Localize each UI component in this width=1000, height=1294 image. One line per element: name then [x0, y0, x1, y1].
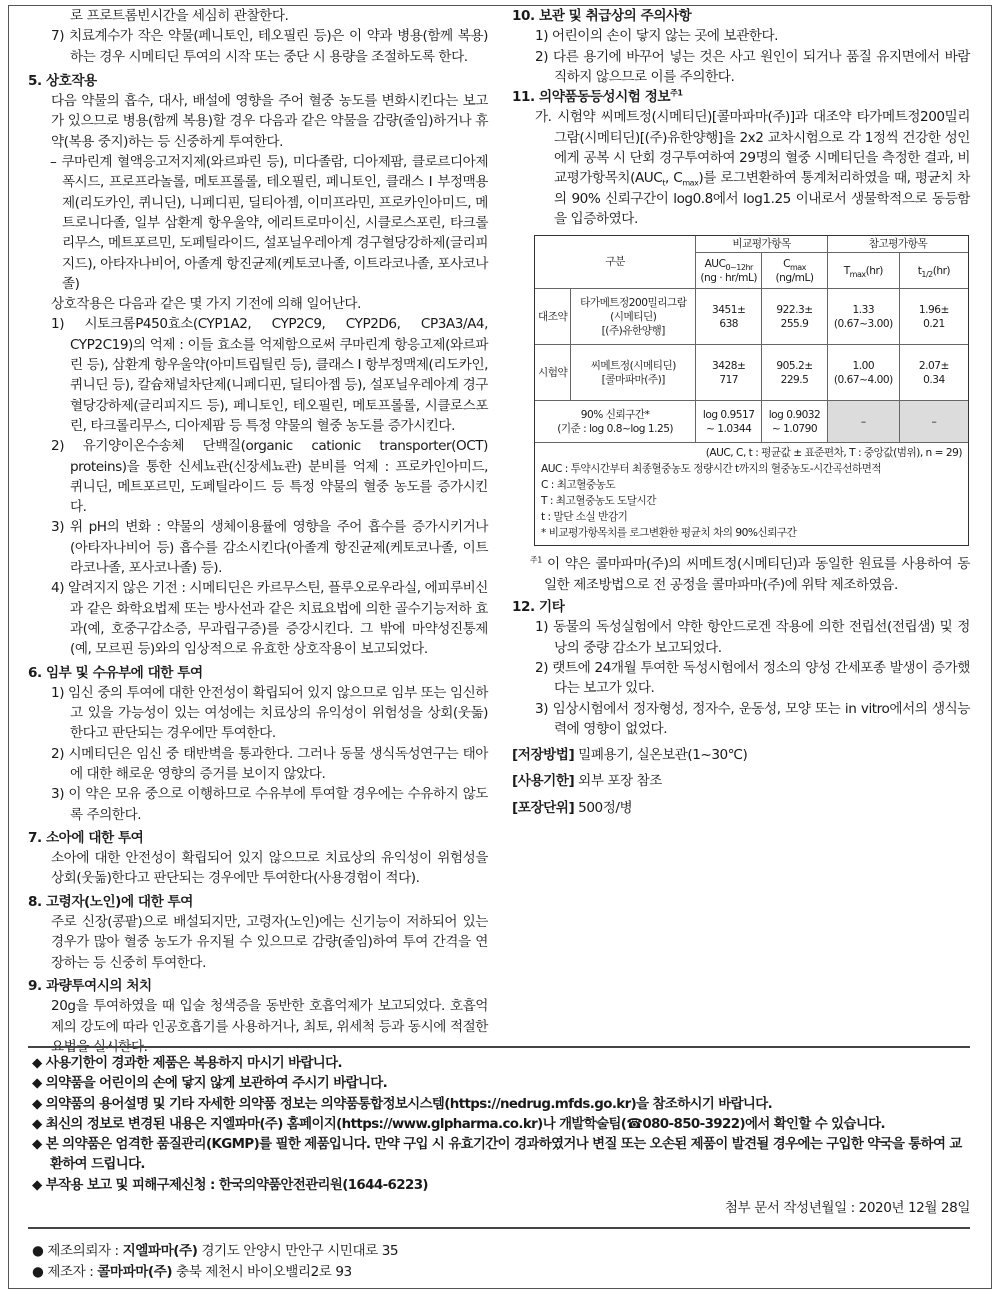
notice-children: ◆ 의약품을 어린이의 손에 닿지 않게 보관하여 주시기 바랍니다.: [32, 1076, 388, 1092]
section-7-title: 7. 소아에 대한 투여: [28, 829, 144, 846]
notice-quality: ◆ 본 의약품은 엄격한 품질관리(KGMP)를 필한 제품입니다. 만약 구입 시 유효기간이 경과하였거나 변질 또는 오손된 제품이 발견될 경우에는 구입한 약국을 통하여 교환하여 드립니다.: [32, 1137, 962, 1173]
table-row-test: 시험약 씨메트정(시메티딘) [콜마파마(주)] 3428± 717 905.2± 229.5 1.00 (0.67~4.00) 2.07± 0.34: [535, 345, 968, 401]
note-thalf: t : 말단 소실 반감기: [541, 511, 628, 524]
section-6-item-3: 3) 이 약은 모유 중으로 이행하므로 수유부에 투여할 경우에는 수유하지 않도록 주의한다.: [51, 786, 488, 823]
notices: [32, 1054, 968, 1196]
section-6-title: 6. 임부 및 수유부에 대한 투여: [28, 664, 203, 681]
section-7-text: 소아에 대한 안전성이 확립되어 있지 않으므로 치료상의 유익성이 위험성을 상회(웃돎)한다고 판단되는 경우에만 투여한다(사용경험이 적다).: [51, 850, 488, 887]
note-tmax: T : 최고혈중농도 도달시간: [541, 495, 656, 508]
th-cmax: $C_{max}$ (ng/mL): [762, 253, 828, 289]
table-notes: [535, 443, 968, 545]
section-5-item-1: 1) 시토크롬P450효소(CYP1A2, CYP2C9, CYP2D6, CP3A3/A4, CYP2C19)의 억제 : 이들 효소를 억제함으로써 쿠마린계 항응고제(와르파린 등), 삼환계 항우울약(아미트립틸린 등), 클래스 I 항부정맥제(리도카인, 퀴니딘 등), 칼슘채널차단제(니페디핀, 딜티아젬 등), 설포닐우레아계 경구혈당강하제(글리피지드 등), 페니토인, 테오필린, 메토프롤롤, 시클로스포린, 타크롤리무스, 디아제팜 등 특정 약물의 혈중 농도를 증가시킨다.: [51, 316, 488, 434]
manufacturer: ● 제조자 : 콜마파마(주) 충북 제천시 바이오밸리2로 93: [32, 1263, 352, 1280]
manufacturer-requester: ● 제조의뢰자 : 지엘파마(주) 경기도 안양시 만안구 시민대로 35: [32, 1243, 399, 1259]
th-thalf: $t_{1/2}(hr)$: [899, 253, 968, 289]
notice-expiry: ◆ 사용기한이 경과한 제품은 복용하지 마시기 바랍니다.: [32, 1056, 342, 1071]
section-8-title: 8. 고령자(노인)에 대한 투여: [28, 893, 193, 910]
note-auc: AUC : 투약시간부터 최종혈중농도 정량시간 t까지의 혈중농도-시간곡선하면적: [541, 463, 882, 476]
section-9-text: 20g을 투여하였을 때 입술 청색증을 동반한 호흡억제가 보고되었다. 호흡억제의 강도에 따라 인공호흡기를 사용하거나, 최토, 위세척 등과 동시에 적절한 요법을 실시한다.: [51, 998, 488, 1055]
section-10-item-1: 1) 어린이의 손이 닿지 않는 곳에 보관한다.: [535, 28, 779, 45]
section-6-item-1: 1) 임신 중의 투여에 대한 안전성이 확립되어 있지 않으므로 임부 또는 임신하고 있을 가능성이 있는 여성에는 치료상의 유익성이 위험성을 상회(웃돎)한다고 판단되는 경우에만 투여한다.: [51, 684, 488, 742]
section-5-item-4: 4) 알려지지 않은 기전 : 시메티딘은 카르무스틴, 플루오로우라실, 에피루비신과 같은 화학요법제 또는 방사선과 같은 치료요법에 의한 골수기능저하 효과(예, 호중구감소증, 무과립구증)를 증강시킨다. 그 밖에 마약성진통제(예, 모르핀 등)와의 임상적으로 유효한 상호작용이 보고되었다.: [51, 580, 488, 658]
section-10-title: 10. 보관 및 취급상의 주의사항: [512, 8, 692, 24]
bioequivalence-table: [535, 236, 968, 443]
bioequivalence-table-box: [534, 235, 969, 546]
notice-latest-info: ◆ 최신의 정보로 변경된 내용은 지엘파마(주) 홈페이지(https://www.glpharma.co.kr)나 개발학술팀(☎080-850-3922)에서 확인할 수 있습니다.: [32, 1116, 886, 1132]
section-6-item-2: 2) 시메티딘은 임신 중 태반벽을 통과한다. 그러나 동물 생식독성연구는 태아에 대한 해로운 영향의 증거를 보이지 않았다.: [51, 745, 488, 782]
right-column: [512, 6, 970, 818]
section-5-mechanism-intro: 상호작용은 다음과 같은 몇 가지 기전에 의해 일어난다.: [51, 296, 361, 313]
package-line: [포장단위] 500정/병: [512, 799, 633, 816]
note-star: * 비교평가항목치를 로그변환한 평균치 차의 90%신뢰구간: [541, 527, 797, 540]
section-12-item-1: 1) 동물의 독성실험에서 약한 항안드로겐 작용에 의한 전립선(전립샘) 및 정낭의 중량 감소가 보고되었다.: [535, 619, 970, 656]
section-11-text: 가. 시험약 씨메트정(시메티딘)[콜마파마(주)]과 대조약 타가메트정200밀리그람(시메티딘)[(주)유한양행]을 2x2 교차시험으로 각 1정씩 건강한 성인에게 공복 시 단회 경구투여하여 29명의 혈중 시메티딘을 측정한 결과, 비교평가항목치($AUC_t$, $C_{max}$)를 로그변환하여 통계처리하였을 때, 평균치 차의 90% 신뢰구간이 log0.8에서 log1.25 이내로서 생물학적으로 동등함을 입증하였다.: [535, 109, 970, 227]
section-9-title: 9. 과량투여시의 처치: [28, 977, 152, 994]
manufacturer-info: [32, 1241, 398, 1282]
section-10-item-2: 2) 다른 용기에 바꾸어 넣는 것은 사고 원인이 되거나 품질 유지면에서 바람직하지 않으므로 이를 주의한다.: [535, 48, 970, 85]
th-reference: 참고평가항목: [827, 236, 968, 253]
section-12-title: 12. 기타: [512, 599, 565, 616]
section-12-item-2: 2) 랫트에 24개월 투여한 독성시험에서 정소의 양성 간세포종 발생이 증가했다는 보고가 있다.: [535, 659, 970, 697]
document-date: 첨부 문서 작성년월일 : 2020년 12월 28일: [724, 1200, 970, 1216]
table-legend: (AUC, C, t : 평균값 ± 표준편차, T : 중앙값(범위), n = 29): [705, 447, 962, 460]
item-7: 7) 치료계수가 작은 약물(페니토인, 테오필린 등)은 이 약과 병용(함께 복용) 하는 경우 시메티딘 투여의 시작 또는 중단 시 용량을 조절하도록 한다.: [51, 28, 488, 65]
expiry-line: [사용기한] 외부 포장 참조: [512, 773, 662, 790]
th-auc: $AUC_{0\sim 12hr}$ (ng · hr/mL): [696, 253, 762, 289]
section-11-footnote: $^{주1}$ 이 약은 콜마파마(주)의 씨메트정(시메티딘)과 동일한 원료를 사용하여 동일한 제조방법으로 전 공정을 콜마파마(주)에 위탁 제조하였음.: [530, 555, 971, 593]
section-5-item-3: 3) 위 pH의 변화 : 약물의 생체이용률에 영향을 주어 흡수를 증가시키거나 (아타자나비어 등) 흡수를 감소시킨다(아졸계 항진균제(케토코나졸, 이트라코나졸, 포사코나졸) 등).: [51, 519, 488, 577]
divider-top: [28, 1046, 970, 1048]
th-compare: 비교평가항목: [696, 236, 828, 253]
th-tmax: $T_{max}(hr)$: [827, 253, 899, 289]
section-11-title: 11. 의약품동등성시험 정보$^{주1}$: [512, 88, 683, 106]
section-12-item-3: 3) 임상시험에서 정자형성, 정자수, 운동성, 모양 또는 in vitro에서의 생식능력에 영향이 없었다.: [535, 700, 970, 737]
notice-info-system: ◆ 의약품의 용어설명 및 기타 자세한 의약품 정보는 의약품통합정보시스템(https://nedrug.mfds.go.kr)을 참조하시기 바랍니다.: [32, 1096, 773, 1112]
section-5-item-2: 2) 유기양이온수송체 단백질(organic cationic transporter(OCT) proteins)을 통한 신세뇨관(신장세뇨관) 분비를 억제 : 프로카인아미드, 퀴니딘, 메트포르민, 도페틸라이드 등 특정 약물의 혈중 농도를 증가시킨다.: [51, 438, 488, 516]
storage-line: [저장방법] 밀폐용기, 실온보관(1~30℃): [512, 747, 748, 764]
th-group: 구분: [535, 236, 696, 289]
divider-bottom: [28, 1227, 970, 1229]
section-5-intro: 다음 약물의 흡수, 대사, 배설에 영향을 주어 혈중 농도를 변화시킨다는 보고가 있으므로 병용(함께 복용)할 경우 다음과 같은 약물을 감량(줄임)하거나 휴약(복용 중지)하는 등 신중하게 투여한다.: [51, 93, 488, 150]
table-row-reference: 대조약 타가메트정200밀리그람 (시메티딘) [(주)유한양행] 3451± 638 922.3± 255.9 1.33 (0.67~3.00) 1.96± 0.21: [535, 289, 968, 345]
section-5-title: 5. 상호작용: [28, 72, 97, 89]
notice-adverse-report: ◆ 부작용 보고 및 피해구제신청 : 한국의약품안전관리원(1644-6223): [32, 1177, 428, 1193]
table-row-ci: 90% 신뢰구간* (기준 : log 0.8~log 1.25) log 0.9517 ~ 1.0344 log 0.9032 ~ 1.0790 – –: [535, 401, 968, 443]
section-5-drug-list: – 쿠마린계 혈액응고저지제(와르파린 등), 미다졸람, 디아제팜, 클로르디아제폭시드, 프로프라놀롤, 메토프롤롤, 테오필린, 페니토인, 클래스 I 부정맥용제(리도카인, 퀴니딘), 니페디핀, 딜티아젬, 이미프라민, 프로카인아미드, 메트로니다졸, 일부 삼환계 항우울약, 에리트로마이신, 시클로스포린, 타크롤리무스, 메트포르민, 도페틸라이드, 설포닐우레아계 경구혈당강하제(글리피지드), 아타자나비어, 아졸계 항진균제(케토코나졸, 이트라코나졸, 포사코나졸): [50, 154, 488, 292]
continued-text: 로 프로트롬빈시간을 세심히 관찰한다.: [70, 8, 289, 24]
left-column: [28, 6, 488, 1057]
note-cmax: C : 최고혈중농도: [541, 479, 616, 492]
section-8-text: 주로 신장(콩팥)으로 배설되지만, 고령자(노인)에는 신기능이 저하되어 있는 경우가 많아 혈중 농도가 유지될 수 있으므로 감량(줄임)하여 투여 간격을 연장하는 등 신중히 투여한다.: [51, 914, 488, 971]
